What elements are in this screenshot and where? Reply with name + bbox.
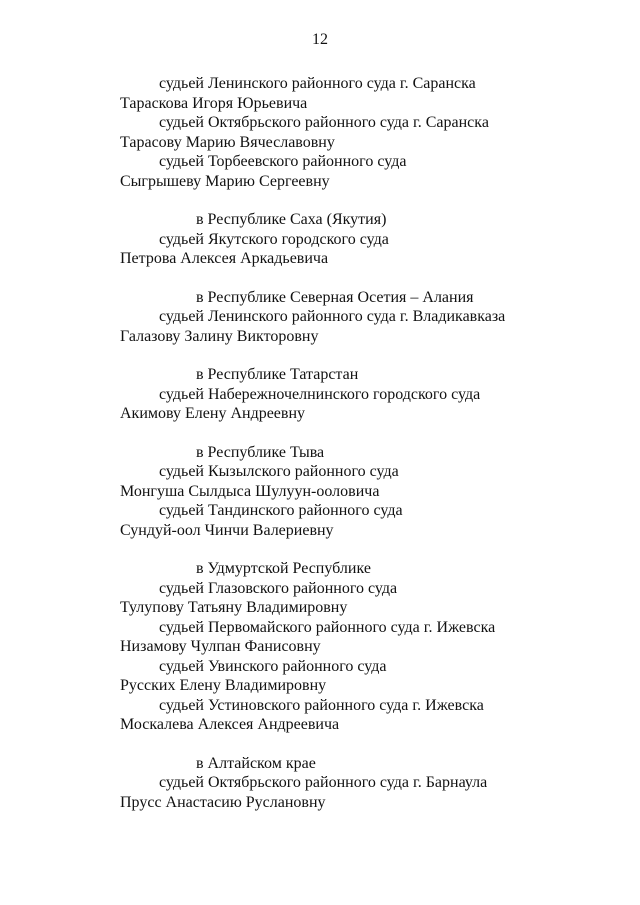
court-line: судьей Набережночелнинского городского суда xyxy=(159,385,481,403)
person-name-line: Русских Елену Владимировну xyxy=(120,677,327,694)
section-gap xyxy=(120,346,620,365)
person-name-line: Тараскова Игоря Юрьевича xyxy=(120,94,308,112)
region-heading: в Республике Северная Осетия – Алания xyxy=(196,288,474,306)
section-gap xyxy=(120,191,620,210)
section-gap xyxy=(120,269,620,288)
court-line: судьей Якутского городского суда xyxy=(159,230,389,248)
person-name-line: Галазову Залину Викторовну xyxy=(120,327,319,345)
region-heading: в Республике Тыва xyxy=(196,443,325,461)
person-name-line: Акимову Елену Андреевну xyxy=(120,405,306,422)
section-gap xyxy=(120,424,620,443)
court-line: судьей Октябрьского районного суда г. Саранска xyxy=(159,114,489,131)
person-name-line: Прусс Анастасию Руслановну xyxy=(120,793,326,811)
section-gap xyxy=(120,540,620,559)
region-heading: в Республике Саха (Якутия) xyxy=(196,211,387,228)
court-line: судьей Ленинского районного суда г. Саранска xyxy=(159,75,476,92)
region-heading: в Республике Татарстан xyxy=(196,366,359,383)
court-line: судьей Октябрьского районного суда г. Барнаула xyxy=(159,774,488,791)
court-line: судьей Устиновского районного суда г. Ижевска xyxy=(159,696,484,714)
court-line: судьей Кызылского районного суда xyxy=(159,463,399,480)
court-line: судьей Глазовского районного суда xyxy=(159,579,398,597)
person-name-line: Тулупову Татьяну Владимировну xyxy=(120,599,348,616)
court-line: судьей Тандинского районного суда xyxy=(159,502,403,519)
person-name-line: Петрова Алексея Аркадьевича xyxy=(120,250,329,267)
person-name-line: Сундуй-оол Чинчи Валериевну xyxy=(120,521,334,539)
person-name-line: Тарасову Марию Вячеславовну xyxy=(120,133,335,151)
region-heading: в Алтайском крае xyxy=(196,754,316,772)
person-name-line: Монгуша Сылдыса Шулуун-ооловича xyxy=(120,482,380,500)
page-number: 12 xyxy=(312,31,328,48)
court-line: судьей Увинского районного суда xyxy=(159,657,387,675)
person-name-line: Сыгрышеву Марию Сергеевну xyxy=(120,172,330,190)
person-name-line: Низамову Чулпан Фанисовну xyxy=(120,638,321,655)
appointment-list xyxy=(120,74,620,812)
region-heading: в Удмуртской Республике xyxy=(196,560,371,577)
court-line: судьей Ленинского районного суда г. Владикавказа xyxy=(159,308,506,325)
section-gap xyxy=(120,735,620,754)
court-line: судьей Первомайского районного суда г. Ижевска xyxy=(159,618,496,636)
person-name-line: Москалева Алексея Андреевича xyxy=(120,716,340,733)
court-line: судьей Торбеевского районного суда xyxy=(159,153,407,170)
